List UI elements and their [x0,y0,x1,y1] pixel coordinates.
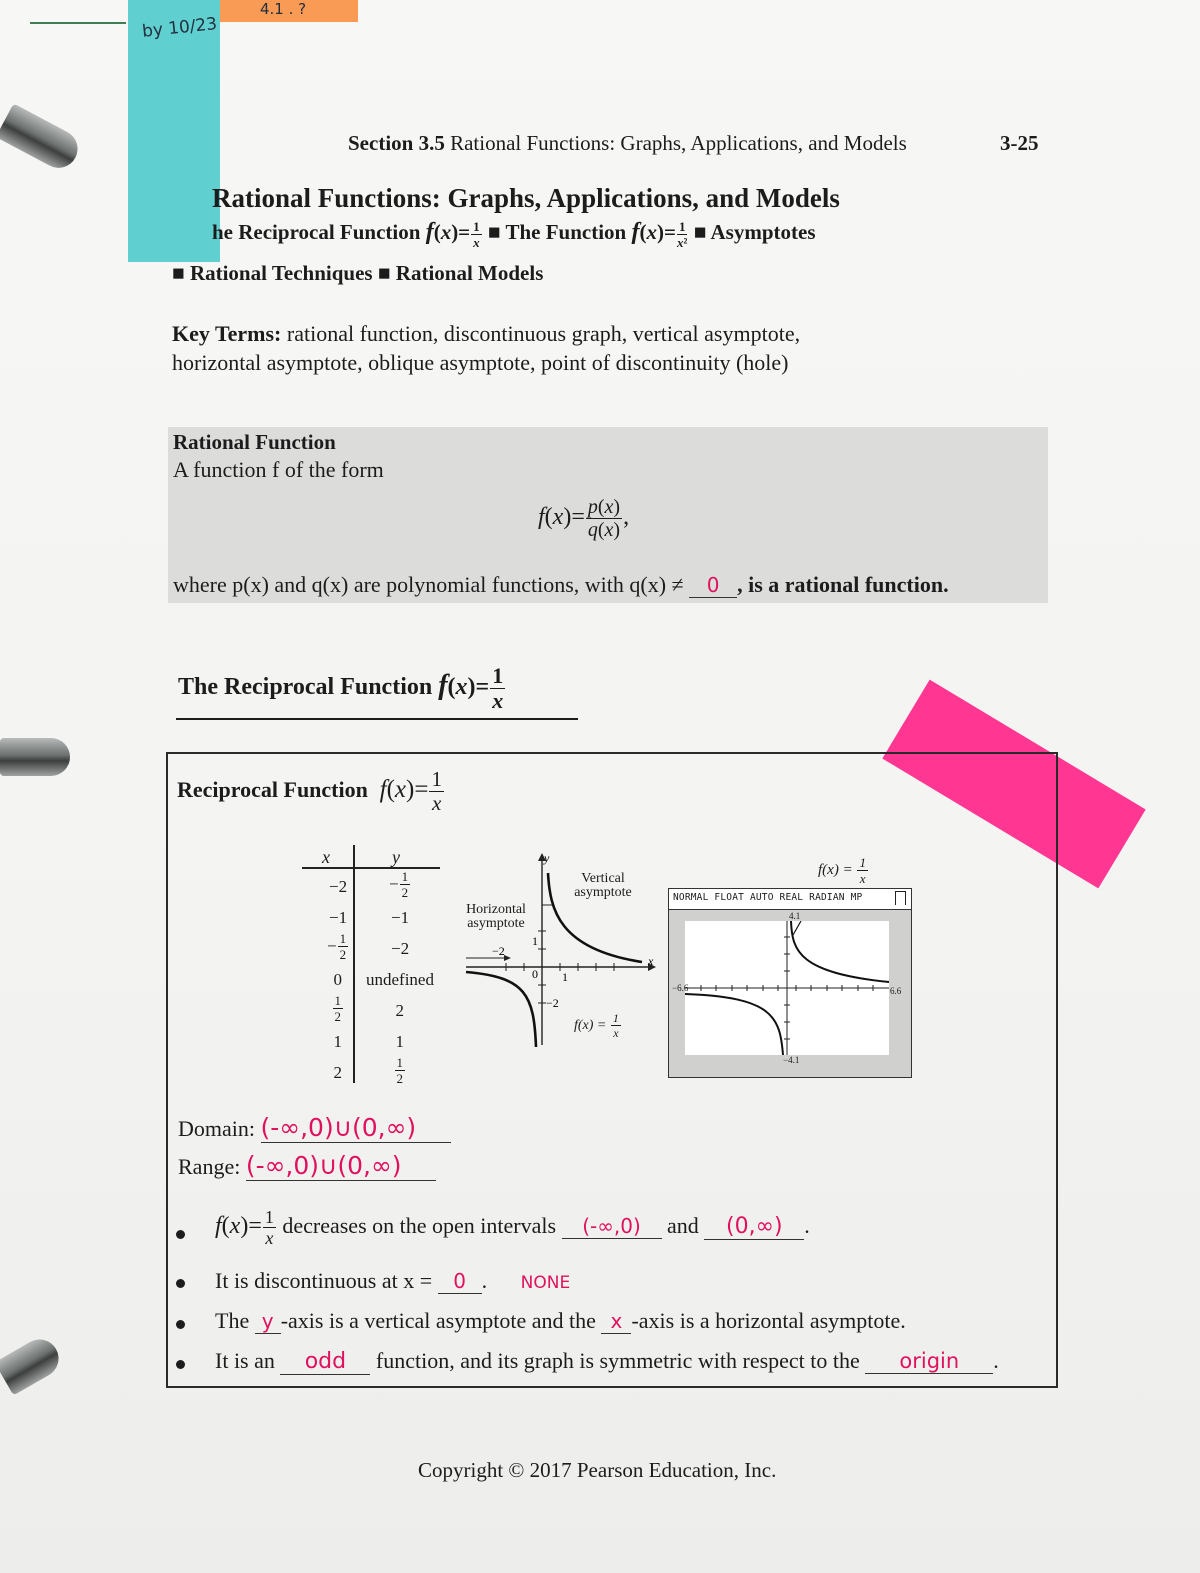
definition-formula: f(x)= $\frac{p(x)}{q(x)}$ , [538,496,630,541]
graph-function-label: f(x) = $\frac{1}{x}$ [574,1011,619,1040]
calc-plot-window [685,921,889,1055]
bullet-1-and: and [667,1213,699,1239]
definition-where [173,572,949,598]
domain-row [178,1113,451,1143]
graph-x-label: x [648,954,654,968]
orange-sticky-tab [220,0,358,22]
definition-box [168,427,1048,603]
calc-status-bar [669,889,911,910]
calc-xmax: 6.6 [890,986,902,996]
domain-value: (-∞,0)∪(0,∞) [261,1113,451,1143]
bullet-2-note: NONE [520,1273,571,1293]
running-header [348,131,907,156]
bullet-4-middle: function, and its graph is symmetric with respect to the [375,1348,860,1373]
topic-function: The Function [505,220,627,244]
bullet-3 [215,1308,906,1334]
table-cell-y: undefined [366,970,434,989]
bullet-4: It is an odd function, and its graph is symmetric with respect to the origin . [215,1348,999,1374]
table-cell-x: $\frac{1}{2}$ [334,993,341,1024]
bullet-3-middle: -axis is a vertical asymptote and the [280,1308,596,1333]
topic-asymptotes: Asymptotes [710,220,816,244]
definition-ending: , is a rational function. [737,572,949,597]
topic-models: Rational Models [395,261,544,285]
bullet-1-dot [176,1230,185,1239]
calc-status-text: NORMAL FLOAT AUTO REAL RADIAN MP [673,892,863,903]
bullet-3-blank-2: x [601,1309,631,1334]
bullet-4-blank-2: origin [865,1349,993,1374]
value-table [302,845,440,1086]
definition-intro: A function f of the form [173,457,384,482]
horizontal-asymptote-label: Horizontal asymptote [466,902,526,931]
table-divider-vertical [353,845,355,1083]
calc-battery-icon [895,891,906,905]
table-cell-y: −1 [391,908,410,927]
page-number: 3-25 [1000,131,1039,155]
graph-y-tick-1: 1 [532,934,538,948]
key-terms-label: Key Terms: [172,321,282,346]
calc-label-pointer [793,921,801,935]
copyright-footer: Copyright © 2017 Pearson Education, Inc. [418,1458,777,1482]
page-title: Rational Functions: Graphs, Applications, and Models [212,183,840,213]
table-cell-y: $\frac{1}{2}$ [396,1055,403,1086]
bullet-1-blank-2: (0,∞) [704,1214,804,1240]
topic-list-line2: ■ Rational Techniques ■ Rational Models [172,261,544,285]
key-terms [172,319,800,377]
definition-where-text: where p(x) and q(x) are polynomial functions, with q(x) ≠ [173,572,684,597]
table-cell-x: − $\frac{1}{2}$ [327,931,347,962]
box-title-text: Reciprocal Function [177,777,368,803]
range-value: (-∞,0)∪(0,∞) [246,1151,436,1181]
table-cell-y: −2 [391,939,410,958]
table-header-x: x [322,847,330,867]
green-tab-edge [30,22,126,24]
calc-ymax: 4.1 [789,911,801,921]
definition-title: Rational Function [173,430,336,454]
subheading-text: The Reciprocal Function [178,674,433,701]
box-title: Reciprocal Function f(x)= $\frac{1}{x}$ [177,767,442,815]
bullet-4-blank-1: odd [280,1349,370,1375]
table-header-y: y [392,847,400,867]
bullet-2-dot [176,1279,185,1288]
definition-blank: 0 [689,573,737,598]
table-cell-x: −2 [329,877,348,896]
graph-function-text: f(x) = [574,1017,607,1033]
table-cell-y: 1 [395,1032,404,1051]
bullet-3-end: -axis is a horizontal asymptote. [631,1308,906,1333]
binder-ring-bottom [0,1333,65,1396]
calc-xmin: −6.6 [672,983,689,993]
table-cell-x: 1 [333,1032,342,1051]
calc-plot-svg [685,921,889,1055]
orange-note-text: 4.1 . ? [260,0,307,18]
bullet-4-dot [176,1360,185,1369]
bullet-3-blank-1: y [255,1309,281,1334]
blue-note-text: by 10/23 [141,14,219,42]
calc-curve-right [791,921,889,982]
topic-techniques: Rational Techniques [189,261,373,285]
subheading-rule [176,718,578,720]
binder-ring-top [0,103,84,174]
bullet-1-text: decreases on the open intervals [282,1213,557,1239]
domain-label: Domain: [178,1116,255,1141]
bullet-2-blank: 0 [438,1269,482,1294]
bullet-2-text: It is discontinuous at x = [215,1268,433,1293]
bullet-4-start: It is an [215,1348,275,1373]
vertical-asymptote-label: Vertical asymptote [574,871,632,900]
topic-reciprocal: he Reciprocal Function [212,220,421,244]
graph-y-label: y [544,851,550,865]
subheading: The Reciprocal Function f(x)= $\frac{1}{x}$ [178,663,504,713]
key-terms-line1: rational function, discontinuous graph, vertical asymptote, [286,321,801,346]
calc-function-label: f(x) = $\frac{1}{x}$ [818,855,866,886]
calculator-screen [668,888,912,1078]
horizontal-asymptote-pointer-arrow [504,955,511,961]
blue-sticky-tab [128,0,220,262]
bullet-1: f(x)= $\frac{1}{x}$ decreases on the open intervals (-∞,0) and (0,∞) . [215,1207,810,1248]
bullet-1-blank-1: (-∞,0) [562,1214,662,1239]
table-cell-y: − $\frac{1}{2}$ [389,869,409,900]
calc-ymin: −4.1 [783,1055,800,1065]
topic-list-line1: he Reciprocal Function f(x)= $\frac{1}{x}$ ■ The Function f(x)= $\frac{1}{\text{x²}}$ ■ Asymptotes [212,218,816,250]
table-cell-x: 2 [333,1063,342,1082]
table-cell-x: −1 [329,908,348,927]
section-label: Section 3.5 [348,131,445,155]
range-row [178,1151,436,1181]
binder-ring-middle [0,738,70,776]
table-cell-x: 0 [333,970,342,989]
calc-function-text: f(x) = [818,861,853,878]
curve-left-branch [466,972,536,1047]
bullet-2: It is discontinuous at x = 0 . NONE [215,1268,571,1293]
key-terms-line2: horizontal asymptote, oblique asymptote, point of discontinuity (hole) [172,350,789,375]
graph-origin: 0 [532,967,538,981]
graph-x-tick-neg2: −2 [492,944,505,958]
bullet-3-the: The [215,1308,250,1333]
bullet-3-dot [176,1320,185,1329]
range-label: Range: [178,1154,241,1179]
graph-x-tick-1: 1 [562,970,568,984]
table-cell-y: 2 [395,1001,404,1020]
section-title: Rational Functions: Graphs, Applications, and Models [450,131,907,155]
graph-y-tick-neg2: −2 [546,996,559,1010]
calc-curve-left [685,994,783,1055]
